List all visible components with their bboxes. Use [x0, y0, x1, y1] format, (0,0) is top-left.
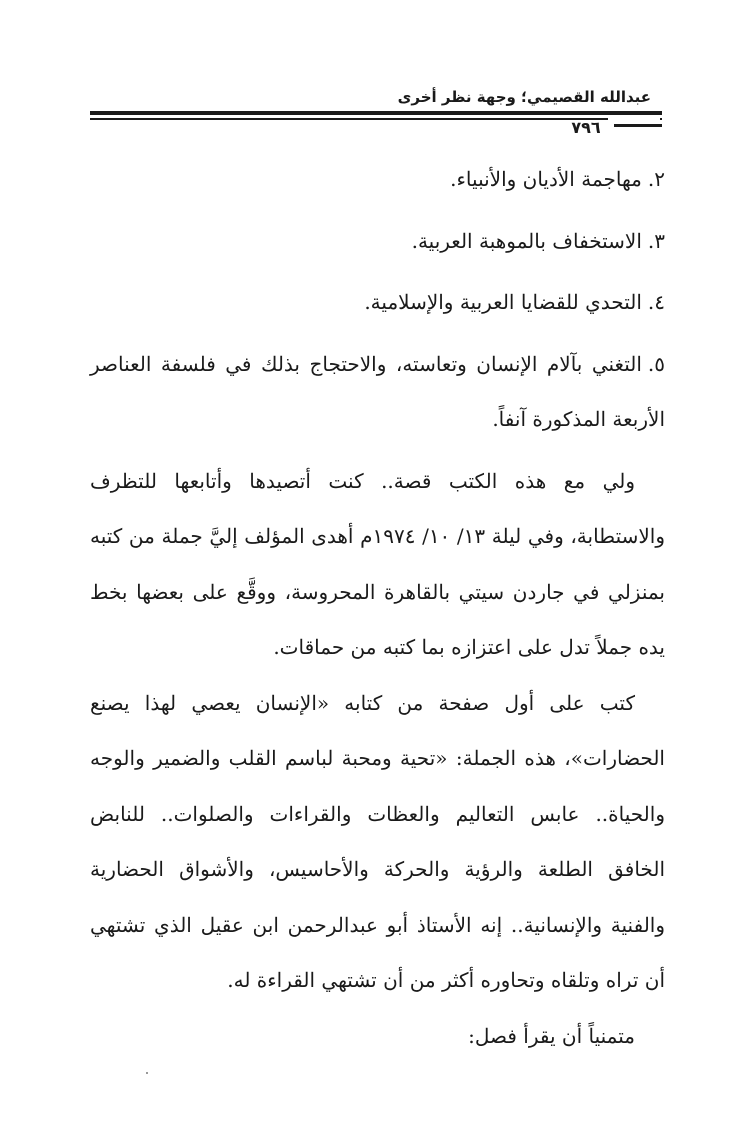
- list-item-number: ٢.: [647, 167, 665, 191]
- body-text: [90, 152, 665, 1064]
- list-item: [90, 275, 665, 331]
- list-item-number: ٥.: [647, 351, 665, 376]
- folio-rule: [614, 124, 662, 127]
- list-item-number: ٣.: [647, 228, 665, 253]
- list-item: [90, 337, 665, 448]
- header-rule-thick: [90, 111, 662, 115]
- list-item-number: ٤.: [647, 290, 665, 314]
- closing-line: متمنياً أن يقرأ فصل:: [468, 1023, 635, 1048]
- paragraph-dedication: كتب على أول صفحة من كتابه «الإنسان يعصي لهذا يصنع الحضارات»، هذه الجملة: «تحية ومحبة لباسم القلب والضمير والوجه والحياة.. عابس التعاليم والعظات والقراءات والصلوات.. للنابض الخافق الطلعة والرؤية والحركة والأحاسيس، والأشواق الحضارية والفنية والإنسانية.. إنه الأستاذ أبو عبدالرحمن ابن عقيل الذي تشتهي أن تراه وتلقاه وتحاوره أكثر من أن تشتهي القراءة له.: [90, 690, 665, 992]
- paragraph-story: ولي مع هذه الكتب قصة.. كنت أتصيدها وأتابعها للتظرف والاستطابة، وفي ليلة ١٣/ ١٠/ ١٩٧٤م أهدى المؤلف إليَّ جملة من كتبه بمنزلي في جاردن سيتي بالقاهرة المحروسة، ووقَّع على بعضها بخط يده جملاً تدل على اعتزازه بما كتبه من حماقات.: [90, 468, 665, 659]
- running-head-title: عبدالله القصيمي؛ وجهة نظر أخرى: [397, 88, 651, 106]
- list-item-text: مهاجمة الأديان والأنبياء.: [450, 167, 642, 191]
- page-number: ٧٩٦: [571, 118, 601, 137]
- list-item: [90, 152, 665, 208]
- list-item-text: الاستخفاف بالموهبة العربية.: [411, 228, 642, 253]
- list-item-text: التحدي للقضايا العربية والإسلامية.: [364, 290, 642, 314]
- list-item: [90, 214, 665, 270]
- scan-speck: [146, 1072, 148, 1074]
- list-item-text: التغني بآلام الإنسان وتعاسته، والاحتجاج بذلك في فلسفة العناصر الأربعة المذكورة آنفاً.: [90, 351, 665, 431]
